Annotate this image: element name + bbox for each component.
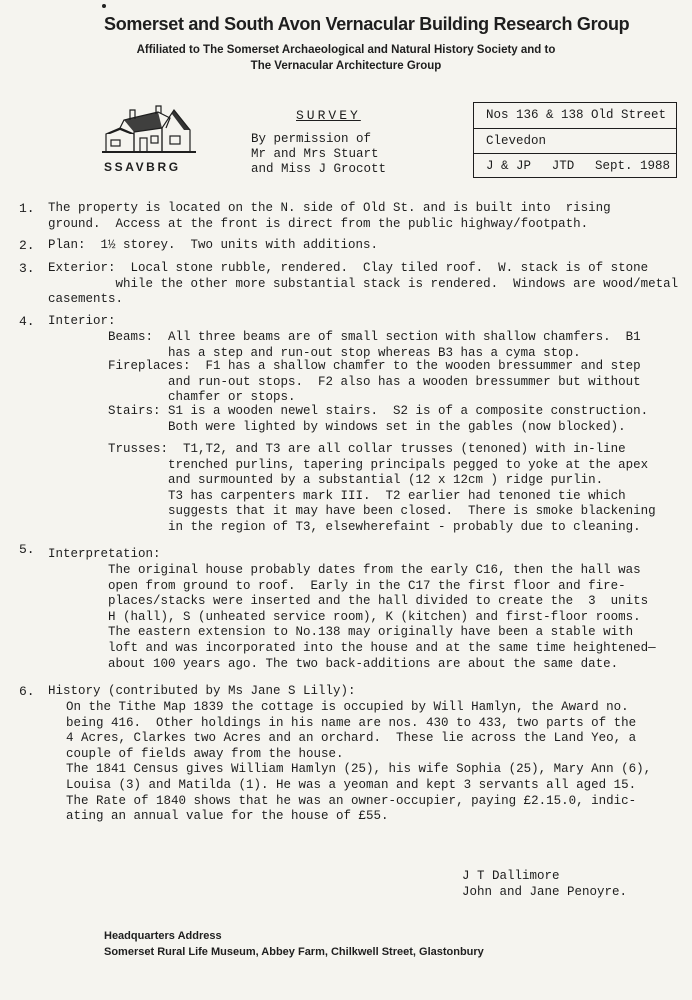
interior-beams: Beams: All three beams are of small section with shallow chamfers. B1 has a step and run-out stop whereas B3 has a cyma stop. [108,330,641,360]
section-number: 1. [19,201,35,216]
section-interior-heading: Interior: [48,314,116,328]
reference-date: Sept. 1988 [594,159,670,173]
section-number: 4. [19,314,35,329]
section-history-heading: History (contributed by Ms Jane S Lilly): [48,684,356,698]
reference-details [474,153,676,178]
section-location: The property is located on the N. side of Old St. and is built into rising ground. Access at the front is direct from the public highway/footpath. [48,201,611,231]
reference-box [473,102,677,178]
reference-initials: JTD [551,159,575,173]
signature-block: J T Dallimore John and Jane Penoyre. [462,869,628,899]
group-title: Somerset and South Avon Vernacular Building Research Group [104,14,630,34]
section-plan: Plan: 1½ storey. Two units with additions. [48,238,379,252]
interior-fireplaces: Fireplaces: F1 has a shallow chamfer to the wooden bressummer and step and run-out stops. F2 also has a wooden bressummer but without chamfer or stops. [108,359,641,405]
section-number: 3. [19,261,35,276]
permission-note: By permission of Mr and Mrs Stuart and Miss J Grocott [251,132,387,176]
reference-address: Nos 136 & 138 Old Street [486,108,667,122]
headquarters-address: Somerset Rural Life Museum, Abbey Farm, Chilkwell Street, Glastonbury [104,946,484,958]
history-text: On the Tithe Map 1839 the cottage is occupied by Will Hamlyn, the Award no. being 416. Other holdings in his name are nos. 430 to 433, two parts of the 4 Acres, Clarkes two Acres and an orchard. These lie across the Land Yeo, a couple of fields away from the house. The 1841 Census gives William Hamlyn (25), his wife Sophia (25), Mary Ann (6), Louisa (3) and Matilda (1). He was a yeoman and kept 3 servants all aged 15. The Rate of 1840 shows that he was an owner-occupier, paying £2.15.0, indic- ating an annual value for the house of £55. [66,700,652,824]
survey-heading: SURVEY [296,108,361,123]
interpretation-text: The original house probably dates from the early C16, then the hall was open from ground to roof. Early in the C17 the first floor and fire- places/stacks were inserted and the hall divided to create the 3 units H (hall), S (unheated service room), K (kitchen) and first-floor rooms. The eastern extension to No.138 may originally have been a stable with loft and was incorporated into the house and at the same time heightened— about 100 years ago. The two back-additions are about the same date. [108,563,656,671]
affiliation-line-1: Affiliated to The Somerset Archaeological and Natural History Society and to [136,44,556,56]
section-number: 5. [19,542,35,557]
reference-recorders: J & JP [486,159,532,173]
section-number: 2. [19,238,35,253]
punch-mark [102,4,106,8]
affiliation-line-2: The Vernacular Architecture Group [250,60,442,72]
reference-town: Clevedon [474,128,676,153]
section-exterior: Exterior: Local stone rubble, rendered. Clay tiled roof. W. stack is of stone while the other more substantial stack is rendered. Windows are wood/metal casements. [48,261,679,307]
interior-stairs: Stairs: S1 is a wooden newel stairs. S2 is of a composite construction. Both were lighted by windows set in the gables (now blocked). [108,404,649,434]
house-drawing-icon [100,98,198,154]
headquarters-label: Headquarters Address [104,930,222,942]
logo-acronym: SSAVBRG [104,160,181,174]
section-interpretation-heading: Interpretation: [48,547,161,561]
interior-trusses: Trusses: T1,T2, and T3 are all collar trusses (tenoned) with in-line trenched purlins, tapering principals pegged to yoke at the apex and surmounted by a substantial (12 x 12cm ) ridge purlin. T3 has carpenters mark III. T2 earlier had tenoned tie which suggests that it may have been closed. There is smoke blackening in the region of T3, elsewherefaint - probably due to cleaning. [108,442,656,534]
section-number: 6. [19,684,35,699]
